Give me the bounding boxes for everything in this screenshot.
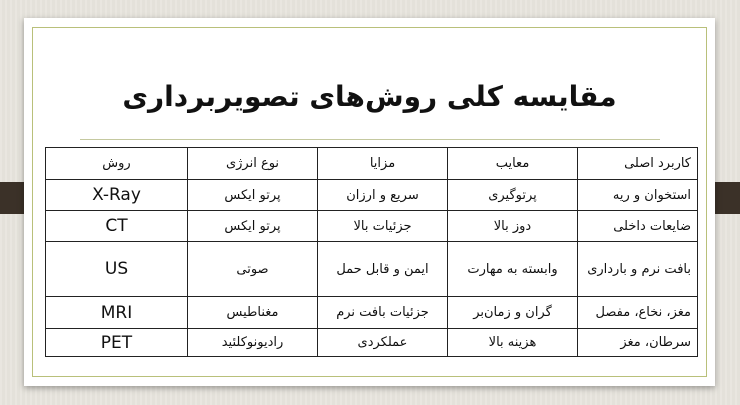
table-cell[interactable]: عملکردی <box>318 329 448 357</box>
header-disadvantages[interactable]: معایب <box>448 148 578 180</box>
table-cell[interactable]: سرطان، مغز <box>578 329 698 357</box>
table-cell[interactable]: جزئیات بالا <box>318 211 448 242</box>
table-cell[interactable]: وابسته به مهارت <box>448 242 578 297</box>
title-divider <box>80 139 660 140</box>
table-header-row <box>46 148 698 180</box>
header-advantages[interactable]: مزایا <box>318 148 448 180</box>
table-cell[interactable]: صوتی <box>188 242 318 297</box>
table-cell[interactable]: سریع و ارزان <box>318 180 448 211</box>
table-cell[interactable]: مغناطیس <box>188 297 318 329</box>
table-row <box>46 242 698 297</box>
table-row <box>46 211 698 242</box>
table-cell[interactable]: ایمن و قابل حمل <box>318 242 448 297</box>
table-cell[interactable]: مغز، نخاع، مفصل <box>578 297 698 329</box>
table-cell-method[interactable]: CT <box>46 211 188 242</box>
table-cell[interactable]: پرتوگیری <box>448 180 578 211</box>
table-cell[interactable]: رادیونوکلئید <box>188 329 318 357</box>
table-cell-method[interactable]: PET <box>46 329 188 357</box>
table-cell-method[interactable]: US <box>46 242 188 297</box>
table-cell[interactable]: استخوان و ریه <box>578 180 698 211</box>
header-method[interactable]: روش <box>46 148 188 180</box>
table-cell[interactable]: بافت نرم و بارداری <box>578 242 698 297</box>
table-row <box>46 297 698 329</box>
table-row <box>46 180 698 211</box>
table-cell-method[interactable]: X-Ray <box>46 180 188 211</box>
slide-title[interactable]: مقایسه کلی روش‌های تصویربرداری <box>122 80 617 113</box>
slide[interactable] <box>24 18 715 386</box>
table-cell[interactable]: پرتو ایکس <box>188 211 318 242</box>
table-cell[interactable]: هزینه بالا <box>448 329 578 357</box>
comparison-table[interactable] <box>45 147 698 357</box>
header-main-use[interactable]: کاربرد اصلی <box>578 148 698 180</box>
table-cell[interactable]: دوز بالا <box>448 211 578 242</box>
table-cell-method[interactable]: MRI <box>46 297 188 329</box>
header-energy-type[interactable]: نوع انرژی <box>188 148 318 180</box>
table-cell[interactable]: گران و زمان‌بر <box>448 297 578 329</box>
table-cell[interactable]: ضایعات داخلی <box>578 211 698 242</box>
table-cell[interactable]: جزئیات بافت نرم <box>318 297 448 329</box>
table-row <box>46 329 698 357</box>
table-cell[interactable]: پرتو ایکس <box>188 180 318 211</box>
